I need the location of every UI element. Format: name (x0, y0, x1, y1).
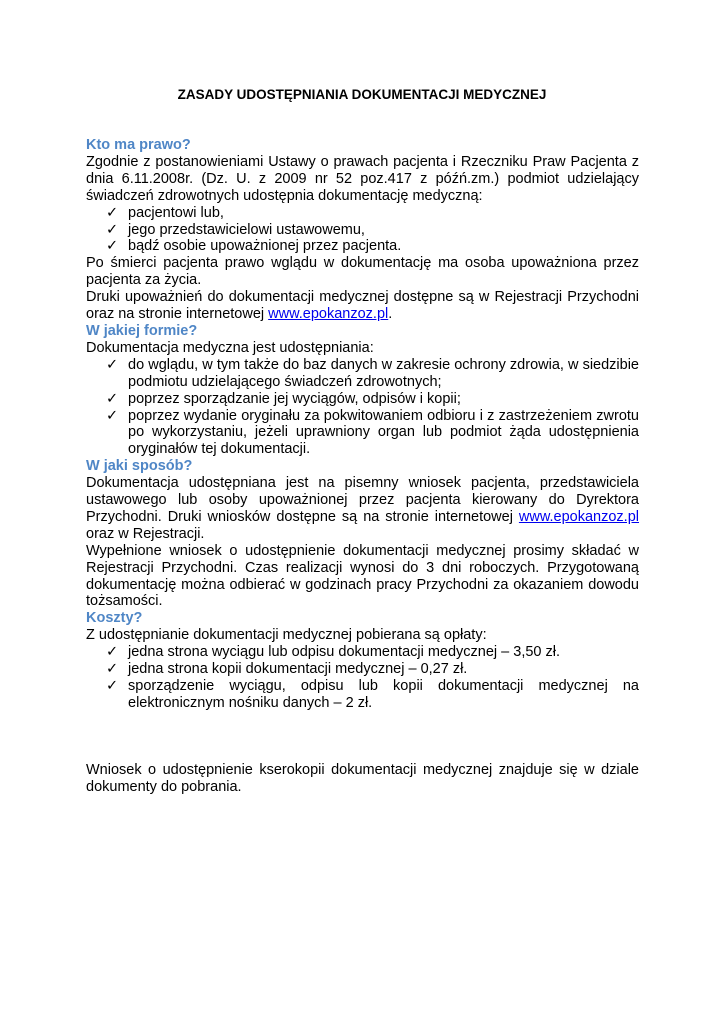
section-method-paragraph-2: Wypełnione wniosek o udostępnienie dokumentacji medycznej prosimy składać w Rejestracji Przychodni. Czas realizacji wynosi do 3 dni roboczych. Przygotowaną dokumentację można odbierać w godzinach pracy Przychodni za okazaniem dowodu tożsamości. (86, 542, 639, 610)
section-costs-list (86, 644, 639, 712)
document-title: ZASADY UDOSTĘPNIANIA DOKUMENTACJI MEDYCZNEJ (177, 87, 547, 102)
section-who-death-paragraph: Po śmierci pacjenta prawo wglądu w dokumentację ma osoba upoważniona przez pacjenta za życia. (86, 255, 639, 289)
section-who-intro: Zgodnie z postanowieniami Ustawy o prawach pacjenta i Rzeczniku Praw Pacjenta z dnia 6.11.2008r. (Dz. U. z 2009 nr 52 poz.417 z późń.zm.) podmiot udzielający świadczeń zdrowotnych udostępnia dokumentację medyczną: (86, 153, 639, 204)
footer-note: Wniosek o udostępnienie kserokopii dokumentacji medycznej znajduje się w dziale dokumenty do pobrania. (86, 761, 639, 795)
checkmark-icon: ✓ (106, 644, 119, 661)
checkmark-icon: ✓ (106, 204, 119, 221)
section-method-paragraph: Dokumentacja udostępniana jest na pisemny wniosek pacjenta, przedstawiciela ustawowego lub osoby upoważnionej przez pacjenta kierowany do Dyrektora Przychodni. Druki wniosków dostępne są na stronie internetowej www.epokanzoz.pl oraz w Rejestracji. (86, 475, 639, 542)
checkmark-icon: ✓ (106, 407, 119, 424)
checkmark-icon: ✓ (106, 661, 119, 678)
list-item: ✓ jego przedstawicielowi ustawowemu, (106, 221, 365, 238)
document-body (86, 137, 639, 796)
checkmark-icon: ✓ (106, 678, 119, 694)
section-heading-method: W jaki sposób? (86, 458, 193, 475)
website-link[interactable]: www.epokanzoz.pl (268, 306, 389, 323)
section-form-intro: Dokumentacja medyczna jest udostępniania: (86, 339, 374, 356)
list-item: ✓ poprzez sporządzanie jej wyciągów, odpisów i kopii; (106, 390, 461, 407)
section-who-forms-paragraph: Druki upoważnień do dokumentacji medycznej dostępne są w Rejestracji Przychodni oraz na stronie internetowej www.epokanzoz.pl. (86, 289, 639, 323)
list-item: ✓ jedna strona kopii dokumentacji medycznej – 0,27 zł. (106, 661, 468, 678)
section-form-list (86, 357, 639, 458)
list-item: ✓ do wglądu, w tym także do baz danych w zakresie ochrony zdrowia, w siedzibie podmiotu udzielającego świadczeń zdrowotnych; (106, 356, 639, 390)
section-heading-form: W jakiej formie? (86, 322, 198, 339)
checkmark-icon: ✓ (106, 356, 119, 373)
section-heading-costs: Koszty? (86, 610, 143, 627)
checkmark-icon: ✓ (106, 221, 119, 238)
spacer (86, 712, 639, 762)
website-link[interactable]: www.epokanzoz.pl (518, 508, 639, 525)
list-item: ✓ bądź osobie upoważnionej przez pacjenta. (106, 238, 402, 255)
list-item: ✓ sporządzenie wyciągu, odpisu lub kopii dokumentacji medycznej na elektronicznym nośniku danych – 2 zł. (106, 678, 639, 711)
checkmark-icon: ✓ (106, 238, 119, 255)
list-item: ✓ poprzez wydanie oryginału za pokwitowaniem odbioru i z zastrzeżeniem zwrotu po wykorzystaniu, jeżeli uprawniony organ lub podmiot żąda udostępnienia oryginałów tej dokumentacji. (106, 407, 639, 458)
list-item: ✓ jedna strona wyciągu lub odpisu dokumentacji medycznej – 3,50 zł. (106, 644, 561, 661)
section-heading-who: Kto ma prawo? (86, 137, 191, 153)
section-costs-intro: Z udostępnianie dokumentacji medycznej pobierana są opłaty: (86, 627, 487, 644)
checkmark-icon: ✓ (106, 390, 119, 407)
list-item: ✓ pacjentowi lub, (106, 204, 224, 221)
section-who-list (86, 205, 639, 256)
